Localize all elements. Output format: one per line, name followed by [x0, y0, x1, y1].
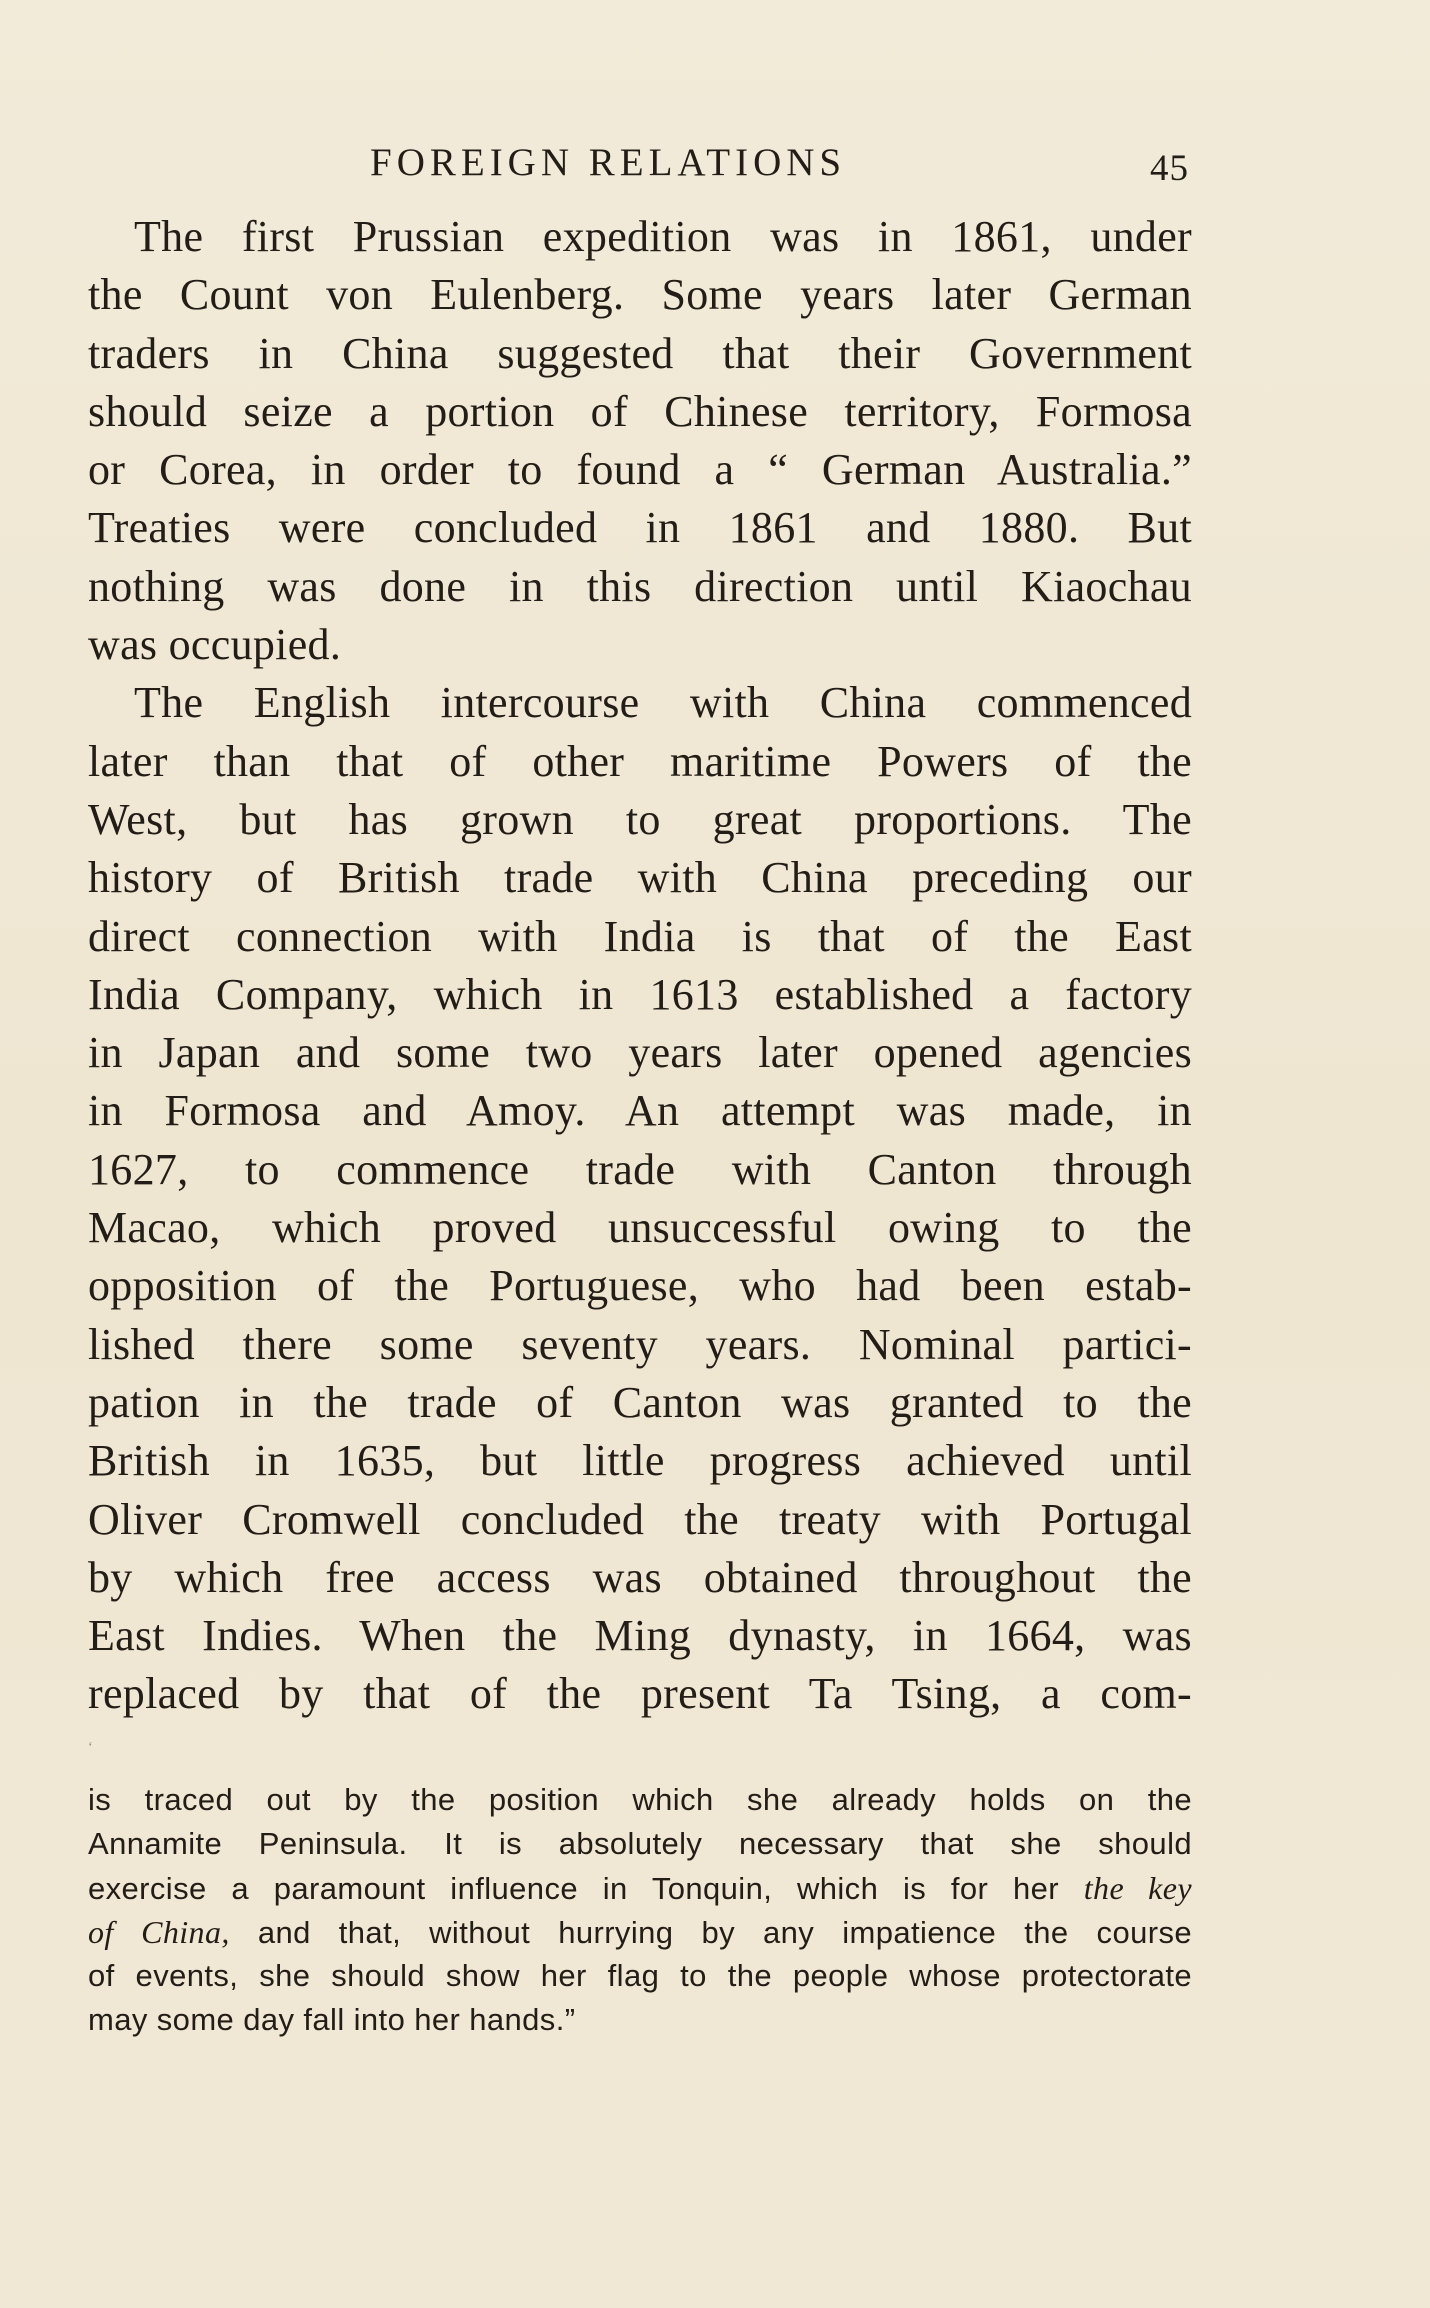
text-line: opposition of the Portuguese, who had been estab- [88, 1261, 1192, 1311]
text-line: Macao, which proved unsuccessful owing to the [88, 1203, 1192, 1253]
footnote-text: and that, without hurrying by any impatience the course [257, 1915, 1192, 1950]
text-line: or Corea, in order to found a “ German Australia.” [88, 445, 1192, 495]
text-line: in Formosa and Amoy. An attempt was made, in [88, 1086, 1192, 1136]
text-line: should seize a portion of Chinese territory, Formosa [88, 386, 1192, 436]
text-line: Oliver Cromwell concluded the treaty with Portugal [88, 1494, 1192, 1544]
text-line: nothing was done in this direction until Kiaochau [88, 561, 1192, 611]
footnote-text: exercise a paramount influence in Tonquin, which is for her [88, 1871, 1060, 1906]
text-line: pation in the trade of Canton was granted to the [88, 1377, 1192, 1427]
footnote-line: is traced out by the position which she already holds on the [88, 1782, 1192, 1817]
text-line: lished there some seventy years. Nominal partici- [88, 1319, 1192, 1369]
text-line: by which free access was obtained throughout the [88, 1552, 1192, 1602]
text-line: Treaties were concluded in 1861 and 1880. But [88, 503, 1192, 553]
footnote-line [88, 1910, 1192, 1954]
footnote-line: may some day fall into her hands.” [88, 2002, 576, 2037]
main-text [88, 208, 1192, 1724]
text-line: The first Prussian expedition was in 1861, under [134, 212, 1192, 261]
text-line: in Japan and some two years later opened agencies [88, 1028, 1192, 1078]
running-head: FOREIGN RELATIONS [370, 141, 847, 184]
text-line: East Indies. When the Ming dynasty, in 1664, was [88, 1611, 1192, 1661]
footnote-line [88, 1866, 1192, 1910]
text-line: India Company, which in 1613 established a factory [88, 969, 1192, 1019]
text-line: The English intercourse with China commenced [134, 678, 1192, 728]
text-line: replaced by that of the present Ta Tsing, a com- [88, 1669, 1192, 1719]
text-line: history of British trade with China preceding our [88, 853, 1192, 903]
printer-mark: ‘ [88, 1740, 93, 1755]
page-header [0, 130, 1430, 190]
text-line: traders in China suggested that their Government [88, 328, 1192, 378]
footnote [88, 1778, 1192, 2042]
page-number: 45 [1150, 148, 1189, 189]
text-line: the Count von Eulenberg. Some years later German [88, 270, 1192, 320]
text-line: was occupied. [88, 620, 342, 670]
footnote-italic-text: the key [1083, 1870, 1192, 1906]
text-line: West, but has grown to great proportions. The [88, 794, 1192, 844]
footnote-italic-text: of China, [88, 1914, 230, 1950]
text-line: direct connection with India is that of the East [88, 911, 1192, 961]
footnote-line: Annamite Peninsula. It is absolutely necessary that she should [88, 1826, 1192, 1861]
text-line: 1627, to commence trade with Canton through [88, 1144, 1192, 1194]
footnote-line: of events, she should show her flag to the people whose protectorate [88, 1958, 1192, 1993]
text-line: British in 1635, but little progress achieved until [88, 1436, 1192, 1486]
text-line: later than that of other maritime Powers of the [88, 736, 1192, 786]
